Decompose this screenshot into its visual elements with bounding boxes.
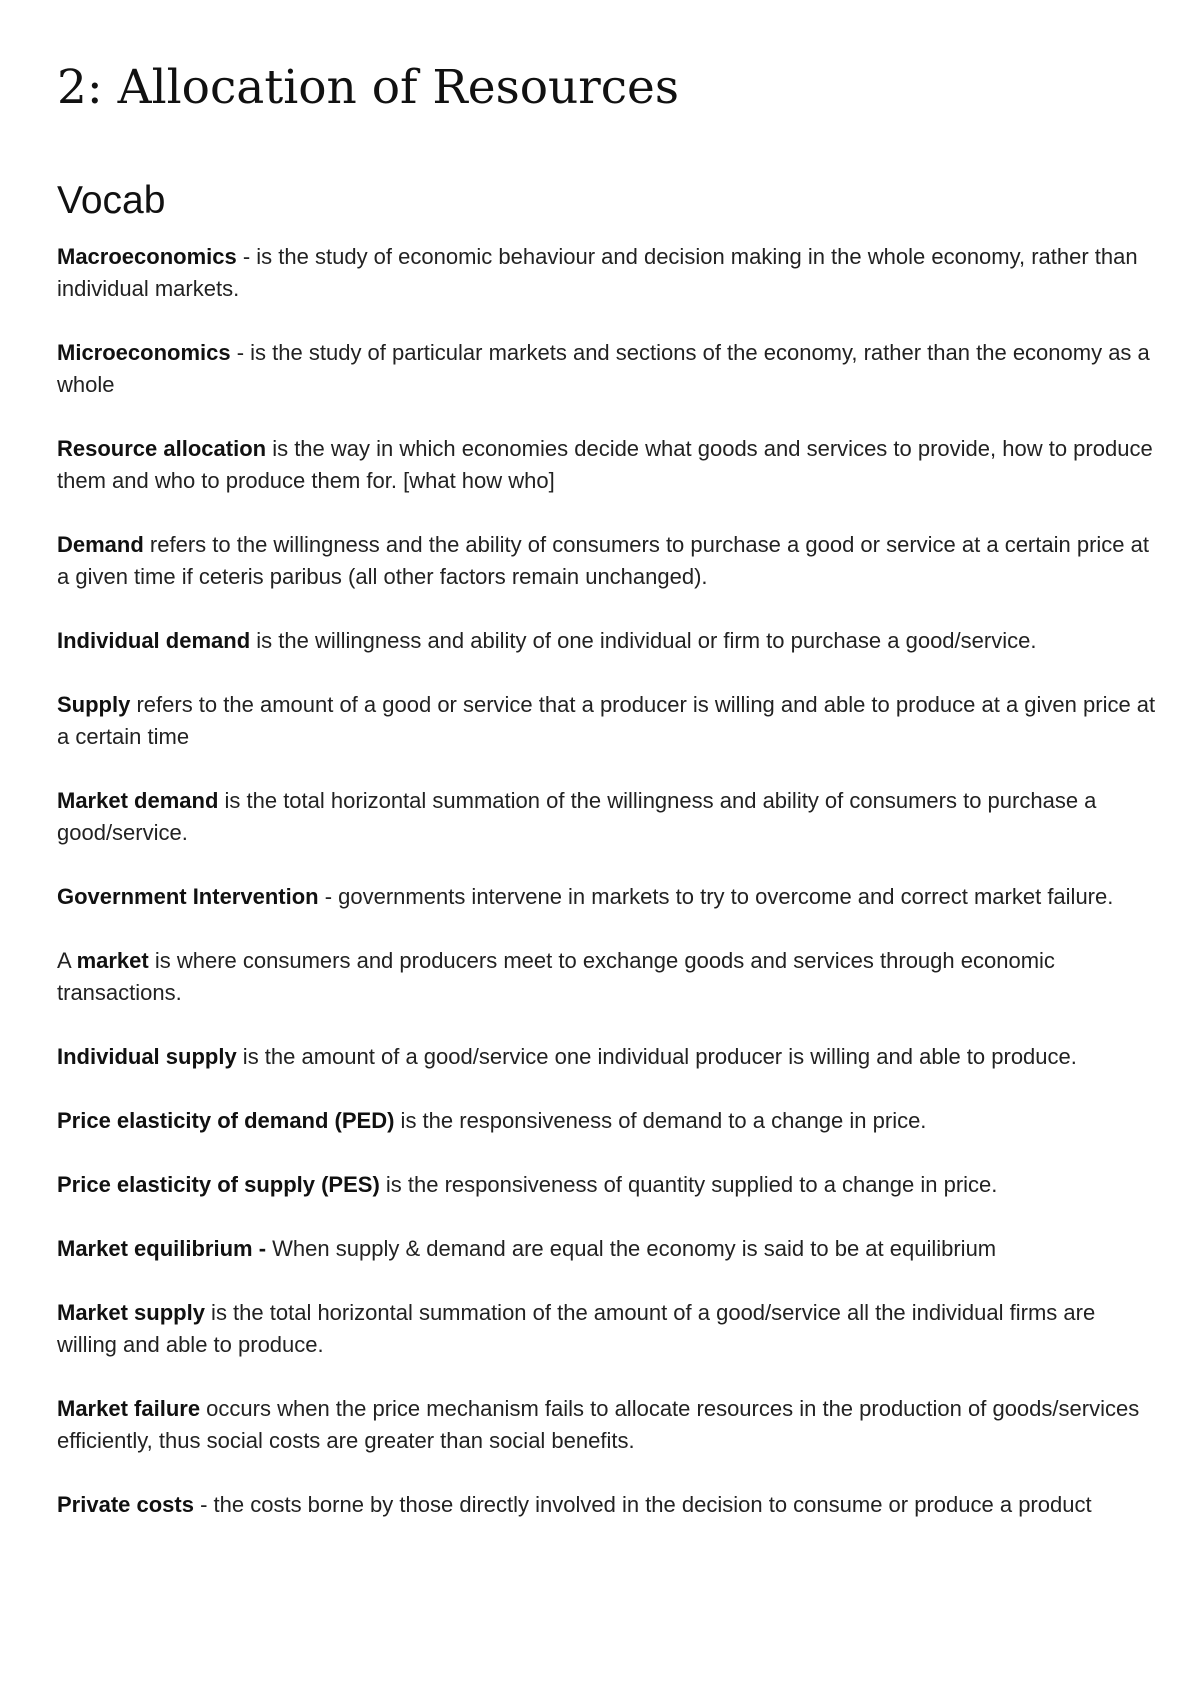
vocab-entry-individual-demand: [57, 625, 1157, 657]
vocab-entry-private-costs: [57, 1489, 1157, 1521]
vocab-term: Demand: [57, 532, 144, 557]
vocab-entry-pes: [57, 1169, 1157, 1201]
vocab-term: Microeconomics: [57, 340, 231, 365]
vocab-list: [57, 241, 1157, 1553]
vocab-definition: - the costs borne by those directly involved in the decision to consume or produce a product: [193, 1492, 1092, 1517]
vocab-term: Government Intervention: [57, 884, 319, 909]
vocab-definition: is the willingness and ability of one individual or firm to purchase a good/service.: [250, 628, 1037, 653]
vocab-entry-market-failure: [57, 1393, 1157, 1457]
vocab-term: Market failure: [57, 1396, 201, 1421]
vocab-definition: occurs when the price mechanism fails to allocate resources in the production of goods/services efficiently, thus social costs are greater than social benefits.: [57, 1396, 1140, 1453]
vocab-term: Price elasticity of demand (PED): [57, 1108, 395, 1133]
vocab-term: Individual demand: [57, 628, 251, 653]
vocab-term: Market supply: [57, 1300, 205, 1325]
vocab-entry-macroeconomics: [57, 241, 1157, 305]
vocab-entry-individual-supply: [57, 1041, 1157, 1073]
vocab-term: Supply: [57, 692, 131, 717]
vocab-entry-supply: [57, 689, 1157, 753]
vocab-term: market: [76, 948, 149, 973]
page-title: 2: Allocation of Resources: [57, 60, 679, 115]
vocab-definition: is the amount of a good/service one individual producer is willing and able to produce.: [236, 1044, 1077, 1069]
vocab-entry-market: [57, 945, 1157, 1009]
vocab-definition: - is the study of particular markets and sections of the economy, rather than the economy as a whole: [57, 340, 1150, 397]
vocab-term: Price elasticity of supply (PES): [57, 1172, 380, 1197]
vocab-definition: - governments intervene in markets to try to overcome and correct market failure.: [318, 884, 1114, 909]
vocab-term: Resource allocation: [57, 436, 267, 461]
vocab-definition: When supply & demand are equal the economy is said to be at equilibrium: [266, 1236, 997, 1261]
vocab-entry-ped: [57, 1105, 1157, 1137]
vocab-definition: is the total horizontal summation of the willingness and ability of consumers to purchase a good/service.: [57, 788, 1097, 845]
section-heading-vocab: Vocab: [57, 179, 166, 222]
vocab-entry-market-equilibrium: [57, 1233, 1157, 1265]
vocab-definition: is the responsiveness of demand to a change in price.: [394, 1108, 927, 1133]
vocab-entry-market-supply: [57, 1297, 1157, 1361]
vocab-definition: refers to the amount of a good or service that a producer is willing and able to produce at a given price at a certain time: [57, 692, 1156, 749]
vocab-entry-government-intervention: [57, 881, 1157, 913]
vocab-definition: is the responsiveness of quantity supplied to a change in price.: [379, 1172, 998, 1197]
vocab-definition: refers to the willingness and the ability of consumers to purchase a good or service at a certain price at a given time if ceteris paribus (all other factors remain unchanged).: [57, 532, 1149, 589]
vocab-term: Individual supply: [57, 1044, 237, 1069]
vocab-entry-microeconomics: [57, 337, 1157, 401]
vocab-definition: is the way in which economies decide what goods and services to provide, how to produce them and who to produce them for. [what how who]: [57, 436, 1153, 493]
vocab-term: Market demand: [57, 788, 219, 813]
vocab-entry-resource-allocation: [57, 433, 1157, 497]
vocab-entry-demand: [57, 529, 1157, 593]
vocab-term: Market equilibrium -: [57, 1236, 267, 1261]
vocab-term: Macroeconomics: [57, 244, 237, 269]
vocab-entry-market-demand: [57, 785, 1157, 849]
entry-prefix: A: [57, 948, 77, 973]
vocab-definition: is where consumers and producers meet to exchange goods and services through economic transactions.: [57, 948, 1055, 1005]
vocab-term: Private costs: [57, 1492, 194, 1517]
vocab-definition: is the total horizontal summation of the amount of a good/service all the individual firms are willing and able to produce.: [57, 1300, 1096, 1357]
vocab-definition: - is the study of economic behaviour and decision making in the whole economy, rather than individual markets.: [57, 244, 1138, 301]
